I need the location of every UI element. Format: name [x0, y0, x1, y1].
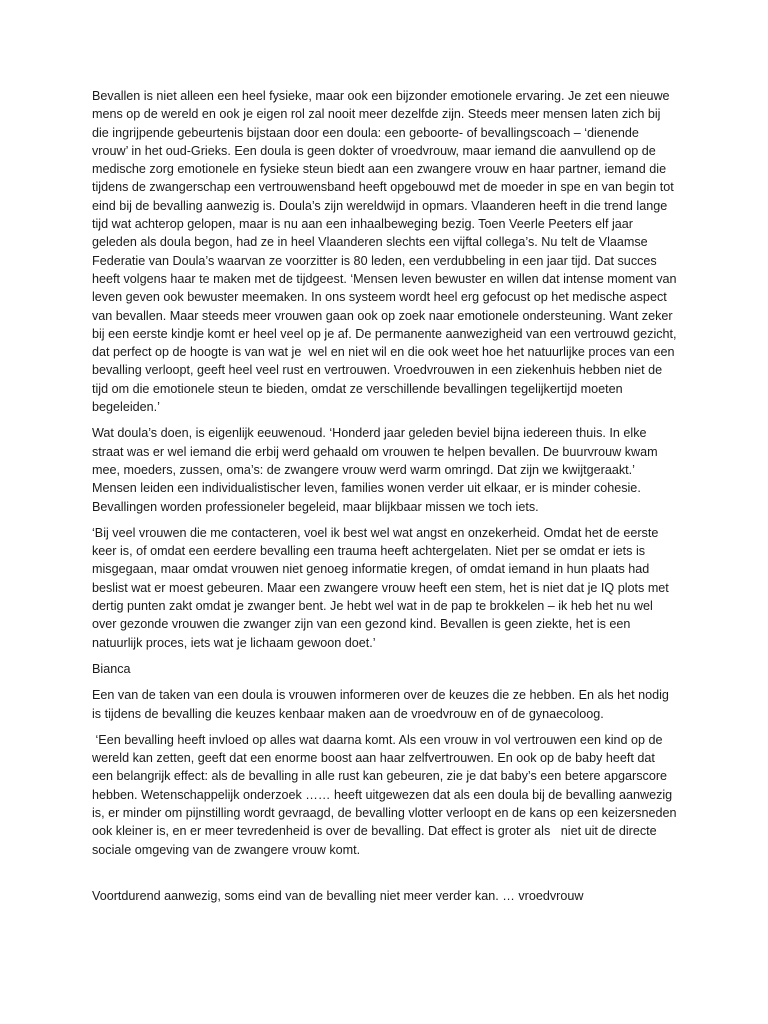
- paragraph-name-note: Bianca: [92, 661, 131, 676]
- paragraph-tasks: Een van de taken van een doula is vrouwen informeren over de keuzes die ze hebben. En als het nodig is tijdens de bevalling die keuzes kenbaar maken aan de vroedvrouw en of de gynaecoloog.: [92, 688, 673, 721]
- paragraph-quote-impact: ‘Een bevalling heeft invloed op alles wat daarna komt. Als een vrouw in vol vertrouwen een kind op de wereld kan zetten, geeft dat een enorme boost aan haar zelfvertrouwen. En ook op de baby heeft dat een belangrijk effect: als de bevalling in alle rust kan gebeuren, zie je dat baby’s een betere apgarscore hebben. Wetenschappelijk onderzoek …… heeft uitgewezen dat als een doula bij de bevalling aanwezig is, er minder om pijnstilling wordt gevraagd, de bevalling vlotter verloopt en de kans op een keizersneden ook kleiner is, en er meer tevredenheid is over de bevalling. Dat effect is groter als niet uit de directe sociale omgeving van de zwangere vrouw komt.: [92, 732, 681, 857]
- document-page: [92, 87, 681, 913]
- blank-line: [92, 867, 678, 887]
- paragraph-intro: Bevallen is niet alleen een heel fysieke, maar ook een bijzonder emotionele ervaring. Je zet een nieuwe mens op de wereld en ook je eigen rol zal nooit meer dezelfde zijn. Steeds meer mensen laten zich bij die ingrijpende gebeurtenis bijstaan door een doula: een geboorte- of bevallingscoach – ‘dienende vrouw’ in het oud-Grieks. Een doula is geen dokter of vroedvrouw, maar iemand die aanvullend op de medische zorg emotionele en fysieke steun biedt aan een zwangere vrouw en haar partner, iemand die tijdens de zwangerschap een vertrouwensband heeft opgebouwd met de moeder in spe en van begin tot eind bij de bevalling aanwezig is. Doula’s zijn wereldwijd in opmars. Vlaanderen heeft in die trend lange tijd wat achterop gelopen, maar is nu aan een inhaalbeweging bezig. Toen Veerle Peeters elf jaar geleden als doula begon, had ze in heel Vlaanderen slechts een vijftal collega’s. Nu telt de Vlaamse Federatie van Doula’s waarvan ze voorzitter is 80 leden, een verdubbeling in een jaar tijd. Dat succes heeft volgens haar te maken met de tijdgeest. ‘Mensen leven bewuster en willen dat intense moment van leven geven ook bewuster meemaken. In ons systeem wordt heel erg gefocust op het medische aspect van bevallen. Maar steeds meer vrouwen gaan ook op zoek naar emotionele ondersteuning. Want zeker bij een eerste kindje komt er heel veel op je af. De permanente aanwezigheid van een vertrouwd gezicht, dat perfect op de hoogte is van wat je wel en niet wil en die ook weet hoe het natuurlijke proces van een bevalling verloopt, geeft heel veel rust en vertrouwen. Vroedvrouwen in een ziekenhuis hebben niet de tijd om die emotionele steun te bieden, omdat ze verschillende bevallingen tegelijkertijd moeten begeleiden.’: [92, 89, 681, 415]
- paragraph-draft-note: Voortdurend aanwezig, soms eind van de bevalling niet meer verder kan. … vroedvrouw: [92, 888, 584, 903]
- paragraph-quote-fear: ‘Bij veel vrouwen die me contacteren, voel ik best wel wat angst en onzekerheid. Omdat het de eerste keer is, of omdat een eerdere bevalling een trauma heeft achtergelaten. Niet per se omdat er iets is misgegaan, maar omdat vrouwen niet genoeg informatie kregen, of omdat iemand in hun plaats had beslist wat er moest gebeuren. Maar een zwangere vrouw heeft een stem, het is niet dat je IQ plots met dertig punten zakt omdat je zwanger bent. Je hebt wel wat in de pap te brokkelen – ik heb het nu wel over gezonde vrouwen die zwanger zijn van een gezond kind. Bevallen is geen ziekte, het is een natuurlijk proces, iets wat je lichaam gewoon doet.’: [92, 525, 673, 650]
- paragraph-history: Wat doula’s doen, is eigenlijk eeuwenoud. ‘Honderd jaar geleden beviel bijna iedereen thuis. In elke straat was er wel iemand die erbij werd gehaald om vrouwen te helpen bevallen. De buurvrouw kwam mee, moeders, zussen, oma’s: de zwangere vrouw werd warm omringd. Dat zijn we kwijtgeraakt.’ Mensen leiden een individualistischer leven, families wonen verder uit elkaar, er is minder cohesie. Bevallingen worden professioneler begeleid, maar blijkbaar missen we toch iets.: [92, 426, 662, 514]
